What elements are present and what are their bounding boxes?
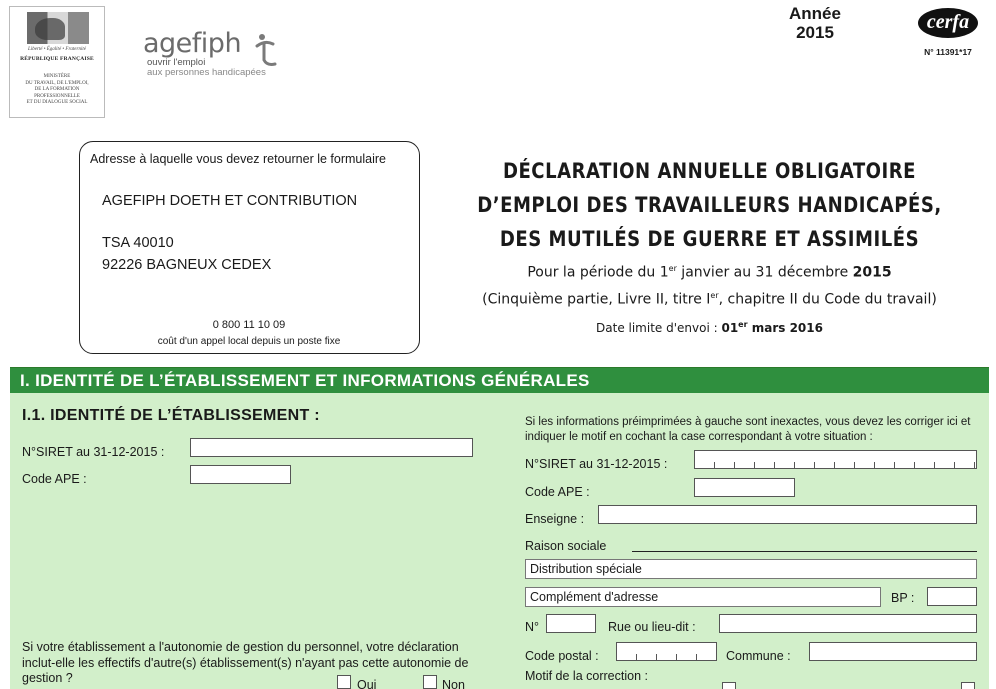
title-line-1: DÉCLARATION ANNUELLE OBLIGATOIRE (502, 159, 917, 183)
rf-motto: Liberté • Égalité • Fraternité (28, 47, 86, 52)
right-ape-field[interactable] (694, 478, 795, 497)
numero-label: N° (525, 620, 540, 634)
legal-sup: er (710, 291, 719, 300)
deadline-day: 01 (721, 321, 739, 335)
cerfa-number: N° 11391*17 (924, 47, 972, 57)
section-heading: I. IDENTITÉ DE L’ÉTABLISSEMENT ET INFORMATIONS GÉNÉRALES (10, 368, 989, 393)
title-line-2: D’EMPLOI DES TRAVAILLEURS HANDICAPÉS, (477, 193, 942, 217)
cerfa-logo: cerfa (918, 8, 978, 38)
agefiph-figure-icon (251, 30, 291, 70)
right-siret-label: N°SIRET au 31-12-2015 : (525, 457, 668, 471)
address-line-2: TSA 40010 (102, 235, 174, 251)
period-prefix: Pour la période du 1 (527, 264, 669, 281)
rue-field[interactable] (719, 614, 977, 633)
period-year: 2015 (852, 264, 892, 281)
non-label: Non (442, 678, 465, 689)
motif-checkbox-1[interactable] (722, 682, 736, 689)
numero-field[interactable] (546, 614, 596, 633)
right-ape-label: Code APE : (525, 485, 590, 499)
annee-label: Année (789, 4, 841, 23)
form-title (471, 154, 948, 256)
deadline-sup: er (738, 320, 748, 329)
period-sup: er (668, 264, 677, 273)
deadline-prefix: Date limite d'envoi : (596, 321, 722, 335)
bp-label: BP : (891, 591, 915, 605)
rue-label: Rue ou lieu-dit : (608, 620, 696, 634)
address-phone: 0 800 11 10 09 (212, 319, 286, 331)
code-postal-label: Code postal : (525, 649, 599, 663)
period-mid: janvier au 31 décembre (676, 264, 853, 281)
agefiph-logo (143, 30, 266, 78)
motif-checkbox-2[interactable] (961, 682, 975, 689)
ministry-name: MINISTÈRE DU TRAVAIL, DE L'EMPLOI, DE LA FORMATION PROFESSIONNELLE ET DU DIALOGUE SOCIAL (25, 74, 89, 105)
code-postal-field[interactable] (616, 642, 717, 661)
raison-sociale-label: Raison sociale (525, 539, 607, 553)
deadline-rest: mars 2016 (747, 321, 823, 335)
enseigne-field[interactable] (598, 505, 977, 524)
raison-sociale-line[interactable] (632, 551, 977, 552)
commune-label: Commune : (726, 649, 791, 663)
address-phone-note: coût d'un appel local depuis un poste fixe (157, 336, 341, 347)
left-ape-field[interactable] (190, 465, 291, 484)
address-line-3: 92226 BAGNEUX CEDEX (102, 257, 272, 273)
annee-block (760, 4, 870, 42)
enseigne-label: Enseigne : (525, 512, 585, 526)
agefiph-tagline-1: ouvrir l'emploi (147, 57, 206, 68)
distribution-speciale-field[interactable]: Distribution spéciale (525, 559, 977, 579)
left-ape-label: Code APE : (22, 472, 87, 486)
return-address-box (79, 141, 420, 354)
correction-intro: Si les informations préimprimées à gauche sont inexactes, vous devez les corriger ici et indiquer le motif en cochant la case correspondant à votre situation : (525, 416, 971, 443)
complement-adresse-field[interactable]: Complément d'adresse (525, 587, 881, 607)
legal-suffix: , chapitre II du Code du travail) (718, 291, 937, 308)
autonomy-question: Si votre établissement a l'autonomie de gestion du personnel, votre déclaration inclut-elle les effectifs d'autre(s) établissement(s) n'ayant pas cette autonomie de gestion ? (22, 640, 469, 685)
legal-prefix: (Cinquième partie, Livre II, titre I (482, 291, 711, 308)
legal-reference (432, 291, 987, 308)
agefiph-name: agefiph (143, 28, 242, 59)
section-identite (10, 367, 989, 689)
non-checkbox[interactable] (423, 675, 437, 689)
motif-correction-label: Motif de la correction : (525, 669, 648, 683)
bp-field[interactable] (927, 587, 977, 606)
left-siret-label: N°SIRET au 31-12-2015 : (22, 445, 165, 459)
address-title: Adresse à laquelle vous devez retourner le formulaire (90, 152, 386, 166)
rf-name: RÉPUBLIQUE FRANÇAISE (20, 56, 94, 62)
title-line-3: DES MUTILÉS DE GUERRE ET ASSIMILÉS (499, 227, 920, 251)
address-line-1: AGEFIPH DOETH ET CONTRIBUTION (102, 193, 358, 209)
oui-checkbox[interactable] (337, 675, 351, 689)
period-line (432, 264, 987, 281)
subsection-heading: I.1. IDENTITÉ DE L’ÉTABLISSEMENT : (22, 407, 320, 424)
marianne-icon (27, 12, 89, 44)
oui-label: Oui (357, 678, 377, 689)
right-siret-field[interactable] (694, 450, 977, 469)
deadline-line (432, 320, 987, 335)
annee-value: 2015 (796, 23, 834, 42)
republique-francaise-logo (9, 6, 105, 118)
commune-field[interactable] (809, 642, 977, 661)
left-siret-field[interactable] (190, 438, 473, 457)
agefiph-tagline-2: aux personnes handicapées (147, 67, 266, 78)
